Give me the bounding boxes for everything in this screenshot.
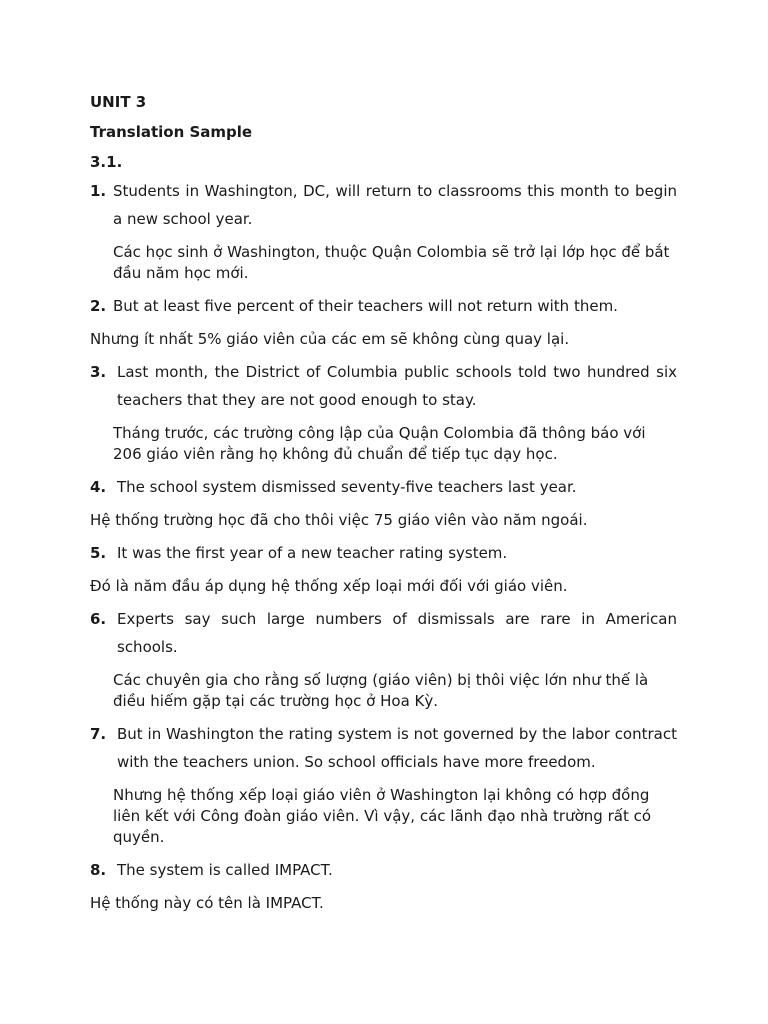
sentence-item-6 bbox=[90, 605, 677, 661]
sentence-item-8 bbox=[90, 856, 677, 884]
item-number: 4. bbox=[90, 478, 107, 496]
vietnamese-translation: Nhưng hệ thống xếp loại giáo viên ở Washington lại không có hợp đồng liên kết với Công đoàn giáo viên. Vì vậy, các lãnh đạo nhà trường rất có quyền. bbox=[113, 786, 652, 846]
item-number: 3. bbox=[90, 363, 107, 381]
vietnamese-translation: Tháng trước, các trường công lập của Quận Colombia đã thông báo với 206 giáo viên rằng họ không đủ chuẩn để tiếp tục dạy học. bbox=[113, 424, 646, 463]
sentence-item-4 bbox=[90, 473, 677, 501]
english-sentence: It was the first year of a new teacher rating system. bbox=[117, 544, 508, 562]
item-number: 5. bbox=[90, 544, 107, 562]
item-number: 2. bbox=[90, 297, 107, 315]
item-number: 7. bbox=[90, 725, 107, 743]
sentence-item-2 bbox=[90, 292, 677, 320]
english-sentence: But in Washington the rating system is not governed by the labor contract with the teachers union. So school officials have more freedom. bbox=[117, 725, 677, 771]
vietnamese-translation: Các học sinh ở Washington, thuộc Quận Colombia sẽ trở lại lớp học để bắt đầu năm học mới. bbox=[113, 243, 670, 282]
unit-title: UNIT 3 bbox=[90, 93, 147, 111]
section-number: 3.1. bbox=[90, 153, 123, 171]
sentence-item-7 bbox=[90, 720, 677, 776]
sentence-item-1 bbox=[90, 177, 677, 233]
document-subtitle: Translation Sample bbox=[90, 123, 253, 141]
sentence-item-5 bbox=[90, 539, 677, 567]
english-sentence: The school system dismissed seventy-five teachers last year. bbox=[117, 478, 577, 496]
item-number: 1. bbox=[90, 182, 107, 200]
vietnamese-translation: Đó là năm đầu áp dụng hệ thống xếp loại mới đối với giáo viên. bbox=[90, 577, 568, 595]
vietnamese-translation: Các chuyên gia cho rằng số lượng (giáo viên) bị thôi việc lớn như thế là điều hiếm gặp tại các trường học ở Hoa Kỳ. bbox=[113, 671, 649, 710]
vietnamese-translation: Nhưng ít nhất 5% giáo viên của các em sẽ không cùng quay lại. bbox=[90, 330, 570, 348]
english-sentence: Students in Washington, DC, will return to classrooms this month to begin a new school year. bbox=[113, 182, 677, 228]
english-sentence: The system is called IMPACT. bbox=[117, 861, 333, 879]
english-sentence: Last month, the District of Columbia public schools told two hundred six teachers that they are not good enough to stay. bbox=[117, 363, 677, 409]
item-number: 6. bbox=[90, 610, 107, 628]
english-sentence: But at least five percent of their teachers will not return with them. bbox=[113, 297, 618, 315]
document-page bbox=[90, 91, 677, 922]
vietnamese-translation: Hệ thống trường học đã cho thôi việc 75 giáo viên vào năm ngoái. bbox=[90, 511, 588, 529]
vietnamese-translation: Hệ thống này có tên là IMPACT. bbox=[90, 894, 324, 912]
english-sentence: Experts say such large numbers of dismissals are rare in American schools. bbox=[117, 610, 677, 656]
sentence-item-3 bbox=[90, 358, 677, 414]
item-number: 8. bbox=[90, 861, 107, 879]
